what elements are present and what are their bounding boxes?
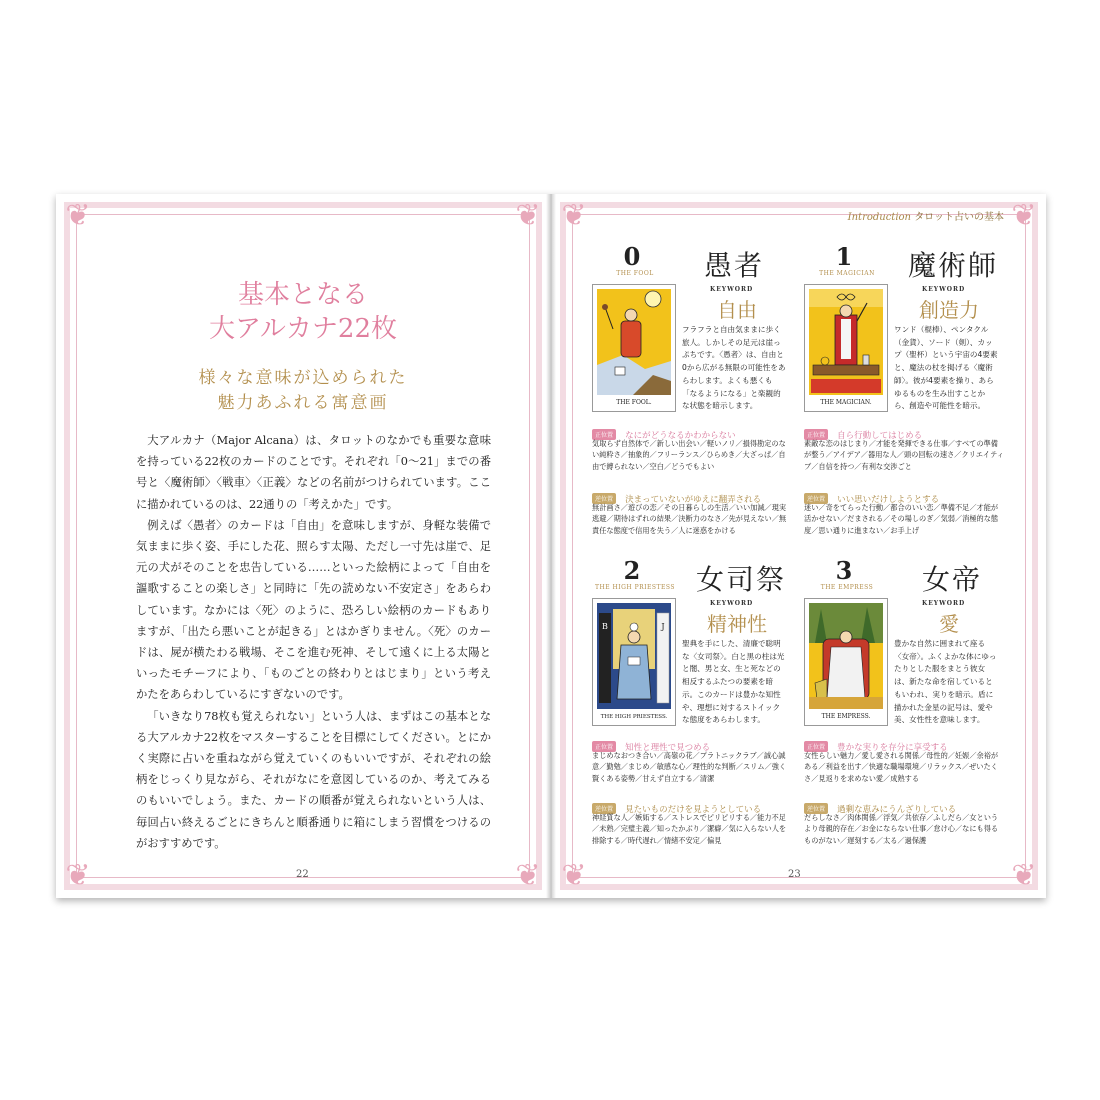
subtitle-line2: 魅力あふれる寓意画 xyxy=(217,393,389,413)
reversed-badge: 逆位置 xyxy=(804,493,828,504)
reversed-text: 迷い／奇をてらった行動／都合のいい恋／準備不足／才能が活かせない／だまされる／その場しのぎ／気弱／消極的な態度／思い通りに進まない／お手上げ xyxy=(804,503,999,535)
card-english-name: THE MAGICIAN xyxy=(819,270,875,277)
card-japanese-name: 魔術師 xyxy=(908,249,999,282)
paragraph: 例えば〈愚者〉のカードは「自由」を意味しますが、身軽な装備で気ままに歩く姿、手にした花、照らす太陽、ただし一寸先は崖で、足元の犬がそのことを忠告している……といった絵柄によって「自由を謳歌することの楽しさ」と同時に「先の読めない不安定さ」をあらわしています。なかには〈死〉のように、恐ろしい絵柄のカードもありますが、「出たら悪いことが起きる」とはかぎりません。〈死〉のカードは、屍が横たわる戦場、そこを進む死神、そして遠くに上る太陽といったモチーフにより、「ものごとの終わりとはじまり」という考えかたをあらわしているにすぎないのです。 xyxy=(136,518,491,702)
upright-text: 女性らしい魅力／愛し愛される関係／母性的／妊娠／余裕がある／利益を出す／快適な職場環境／リラックス／ぜいたくさ／見返りを求めない愛／成熟する xyxy=(804,751,999,783)
floral-corner-icon: ❦ xyxy=(561,858,587,893)
svg-text:B: B xyxy=(602,622,608,631)
card-caption: THE HIGH PRIESTESS. xyxy=(600,714,668,720)
upright-heading xyxy=(804,424,1004,441)
upright-heading xyxy=(592,424,792,441)
card-number: 2 xyxy=(623,556,641,585)
upright-title: 豊かな実りを存分に享受する xyxy=(837,742,948,753)
floral-corner-icon: ❦ xyxy=(515,858,541,893)
reversed-heading xyxy=(804,798,1004,815)
card-number: 0 xyxy=(623,242,641,271)
card-caption: THE MAGICIAN. xyxy=(820,399,872,406)
card-keyword: 自由 xyxy=(717,298,757,322)
upright-title: なにがどうなるかわからない xyxy=(625,430,736,441)
paragraph: 大アルカナ（Major Alcana）は、タロットのなかでも重要な意味を持っている22枚のカードのことです。それぞれ「0～21」までの番号と〈魔術師〉〈戦車〉〈正義〉などの名前がつけられています。ここに描かれているのは、22通りの「考えかた」です。 xyxy=(136,434,491,511)
card-entry-empress xyxy=(804,556,1000,856)
card-keyword: 精神性 xyxy=(707,612,767,636)
card-caption: THE FOOL. xyxy=(616,399,652,406)
reversed-title: 決まっていないがゆえに翻弄される xyxy=(625,494,762,505)
keyword-label: KEYWORD xyxy=(710,600,754,607)
running-header-jp: タロット占いの基本 xyxy=(914,212,1004,223)
card-entry-high-priestess xyxy=(592,556,788,856)
reversed-text: 神経質な人／嫉妬する／ストレスでピリピリする／能力不足／未熟／完璧主義／知ったかぶり／潔癖／気に入らない人を排除する／時代遅れ／情緒不安定／偏見 xyxy=(592,813,787,845)
page-number: 22 xyxy=(296,869,309,880)
floral-corner-icon: ❦ xyxy=(65,858,91,893)
card-entry-magician xyxy=(804,242,1004,542)
floral-corner-icon: ❦ xyxy=(515,198,541,233)
reversed-title: 見たいものだけを見ようとしている xyxy=(625,804,762,815)
keyword-label: KEYWORD xyxy=(922,286,966,293)
floral-corner-icon: ❦ xyxy=(561,198,587,233)
upright-text: 気取らず自然体で／新しい出会い／軽いノリ／損得勘定のない純粋さ／抽象的／フリーランス／ひらめき／大ざっぱ／自由で縛られない／空白／どうでもよい xyxy=(592,439,786,471)
floral-corner-icon: ❦ xyxy=(65,198,91,233)
reversed-title: 過剰な恵みにうんざりしている xyxy=(837,804,957,815)
upright-heading xyxy=(804,736,1004,753)
keyword-label: KEYWORD xyxy=(710,286,754,293)
upright-badge: 正位置 xyxy=(592,741,616,752)
reversed-badge: 逆位置 xyxy=(804,803,828,814)
reversed-badge: 逆位置 xyxy=(592,493,616,504)
card-japanese-name: 女帝 xyxy=(922,563,983,596)
book-gutter xyxy=(546,194,556,898)
reversed-badge: 逆位置 xyxy=(592,803,616,814)
paragraph: 「いきなり78枚も覚えられない」という人は、まずはこの基本となる大アルカナ22枚をマスターすることを目標にしてください。とにかく実際に占いを重ねながら覚えていくのもいいですが、それぞれの絵柄をじっくり見ながら、それがなにを意図しているのか、考えてみるのもいいでしょう。また、カードの順番が覚えられないという人は、毎回占い終えるごとにきちんと順番通りに箱にしまう習慣をつけるのがおすすめです。 xyxy=(136,709,491,850)
card-description: ワンド（棍棒）、ペンタクル（金貨）、ソード（剣）、カップ（聖杯）という宇宙の4要素と、魔法の杖を掲げる〈魔術師〉。彼が4要素を操り、あらゆるものを生み出すことから、創造や可能性を暗示。 xyxy=(894,325,998,411)
card-description: 豊かな自然に囲まれて座る〈女帝〉。ふくよかな体にゆったりとした服をまとう彼女は、新たな命を宿しているともいわれ、実りを暗示。盾に描かれた金星の記号は、愛や美、女性性を意味します。 xyxy=(894,639,997,725)
card-japanese-name: 女司祭 xyxy=(696,563,787,596)
card-entry-fool xyxy=(592,242,788,542)
tarot-card-image-empress xyxy=(804,598,888,726)
upright-title: 知性と理性で見つめる xyxy=(625,742,711,753)
card-number: 3 xyxy=(835,556,853,585)
reversed-text: 無計画さ／遊びの恋／その日暮らしの生活／いい加減／現実逃避／期待はずれの結果／決断力のなさ／先が見えない／無責任な態度で信用を失う／人に迷惑をかける xyxy=(592,503,787,535)
page-title-line2: 大アルカナ22枚 xyxy=(208,314,398,344)
reversed-text: だらしなさ／肉体関係／浮気／共依存／ふしだら／女というより母親的存在／お金にならない仕事／怠け心／なにも得るものがない／遅刻する／太る／過保護 xyxy=(804,813,999,845)
upright-text: まじめなおつき合い／高嶺の花／プラトニックラブ／誠心誠意／勤勉／まじめ／敏感な心／理性的な判断／スリム／強く賢くある姿勢／甘えず自立する／清潔 xyxy=(592,751,787,783)
keyword-label: KEYWORD xyxy=(922,600,966,607)
page-title-line1: 基本となる xyxy=(237,280,368,310)
card-japanese-name: 愚者 xyxy=(704,249,765,282)
card-number: 1 xyxy=(835,242,853,271)
tarot-card-image-fool xyxy=(592,284,676,412)
tarot-card-image-magician xyxy=(804,284,888,412)
upright-title: 自ら行動してはじめる xyxy=(837,430,923,441)
body-text xyxy=(136,430,491,854)
card-english-name: THE HIGH PRIESTESS xyxy=(595,584,675,591)
floral-corner-icon: ❦ xyxy=(1011,198,1037,233)
subtitle-line1: 様々な意味が込められた xyxy=(198,368,408,388)
running-header-en: Introduction xyxy=(847,212,911,223)
card-keyword: 愛 xyxy=(939,612,959,636)
reversed-heading xyxy=(804,488,1004,505)
left-page xyxy=(56,194,550,898)
floral-corner-icon: ❦ xyxy=(1011,858,1037,893)
card-keyword: 創造力 xyxy=(919,298,979,322)
page-number: 23 xyxy=(788,869,801,880)
card-description: 聖典を手にした、清廉で聡明な〈女司祭〉。白と黒の柱は光と闇、男と女、生と死などの相反するふたつの要素を暗示。このカードは豊かな知性や、理想に対するストイックな態度をあらわします。 xyxy=(682,639,785,725)
reversed-title: いい思いだけしようとする xyxy=(837,494,940,505)
upright-badge: 正位置 xyxy=(804,429,828,440)
card-english-name: THE FOOL xyxy=(616,270,654,277)
card-description: フラフラと自由気ままに歩く旅人。しかしその足元は崖っぷちです。〈愚者〉は、自由と0から広がる無限の可能性をあらわします。よくも悪くも「なるようになる」と楽観的な状態を暗示します。 xyxy=(682,325,786,411)
right-page xyxy=(552,194,1046,898)
upright-text: 素敵な恋のはじまり／才能を発揮できる仕事／すべての準備が整う／アイデア／器用な人／頭の回転の速さ／クリエイティブ／自信を持つ／有利な交渉ごと xyxy=(804,439,1004,471)
reversed-heading xyxy=(592,488,792,505)
card-english-name: THE EMPRESS xyxy=(820,584,874,591)
card-caption: THE EMPRESS. xyxy=(821,713,871,720)
upright-heading xyxy=(592,736,792,753)
svg-text:J: J xyxy=(661,622,665,631)
upright-badge: 正位置 xyxy=(804,741,828,752)
reversed-heading xyxy=(592,798,792,815)
book-spread xyxy=(56,194,1046,898)
upright-badge: 正位置 xyxy=(592,429,616,440)
running-header xyxy=(848,208,1004,223)
tarot-card-image-high-priestess xyxy=(592,598,676,726)
